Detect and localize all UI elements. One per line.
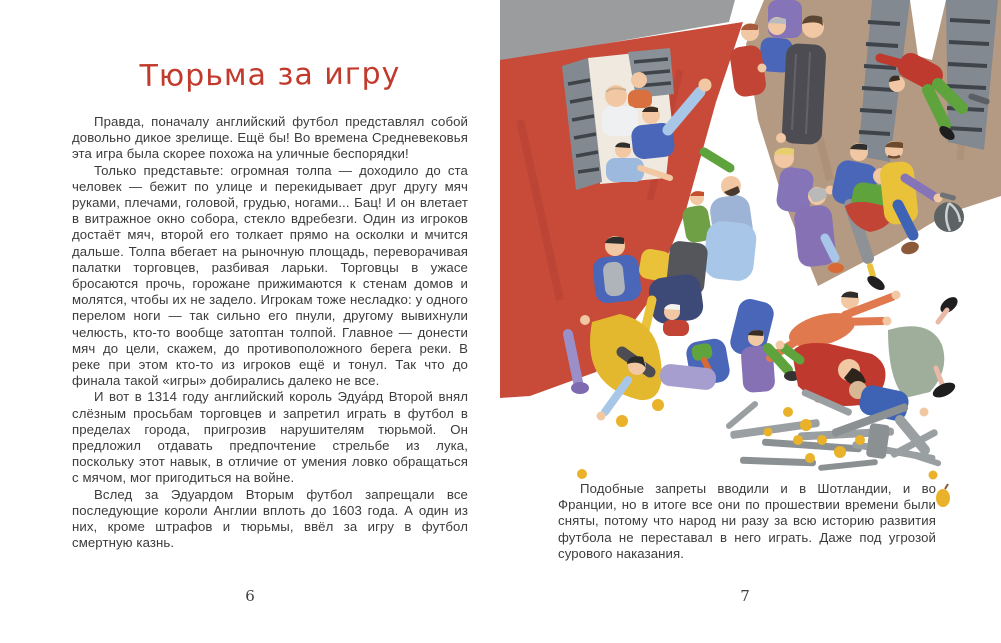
- crowd-middle-group: [681, 141, 956, 293]
- gray-roof: [500, 0, 735, 62]
- body-text-column: [72, 114, 468, 551]
- tan-building-wall: [746, 0, 1001, 286]
- page-number-right: 7: [740, 587, 750, 605]
- paragraph: Подобные запреты вводили и в Шотландии, и во Франции, но в итоге все они по прошествии времени были сняты, потому что народ ни разу за всю историю развития футбола не переставал в него играть. Даже под угрозой сурового наказания.: [558, 481, 936, 561]
- broken-planks: [725, 388, 942, 471]
- chapter-title: Тюрьма за игру: [139, 56, 401, 94]
- football-ball: [934, 202, 964, 232]
- paragraph: Правда, поначалу английский футбол представлял собой довольно дикое зрелище. Ещё бы! Во времена Средневековья эта игра была скорее похожа на уличные беспорядки!: [72, 114, 468, 162]
- shuttered-window-right-a: [858, 0, 910, 162]
- crowd-top-group: [729, 0, 827, 145]
- window-white-gap: [910, 0, 946, 60]
- page-right: [500, 0, 1001, 643]
- window-red-wall-onlookers: [562, 48, 712, 190]
- shuttered-window-right-b: [946, 0, 998, 150]
- page-left: [0, 0, 500, 643]
- paragraph: И вот в 1314 году английский король Эдуа́рд Второй внял слёзным просьбам торговцев и запретил играть в футбол в пределах города, пригрозив нарушителям тюрьмой. Он предложил отдавать предпочтение стрельбе из лука, поскольку этот навык, в отличие от умения ловко обращаться с мячом, мог пригодиться на войне.: [72, 389, 468, 486]
- red-building-wall: [500, 22, 743, 398]
- paragraph: Только представьте: огромная толпа — доходило до ста человек — бежит по улице и перекидывает друг другу мяч руками, плечами, головой, грудью, ногами... Бац! И он влетает в витражное окно собора, стекло вдребезги. Один из игроков достаёт мяч, второй его толкает прямо на осколки и мчится дальше. Толпа вбегает на рыночную площадь, переворачивая палатки торговцев, разбивая ларьки. Торговцы в ужасе бросаются прочь, горожане прижимаются к стенам домов и молятся, чтобы их не задело. Игрокам тоже несладко: у одного перелом ноги — так сильно его пнули, другому вывихнули челюсть, кто-то вообще затоптан толпой. Главное — донести мяч до цели, скажем, до противоположного берега реки. В реке при этом кто-то из игроков ещё и тонул. Так что до финала такой «игры» добирались далеко не все.: [72, 162, 468, 389]
- page-number-left: 6: [245, 587, 255, 605]
- falling-man-red-green: [880, 49, 990, 143]
- pear-icon: [936, 484, 950, 507]
- illustration-medieval-football-riot: [500, 0, 1001, 525]
- paragraph: Вслед за Эдуардом Вторым футбол запрещали все последующие короли Англии вплоть до 1603 года. А один из них, кроме штрафов и тюрьмы, ввёл за игру в футбол смертную казнь.: [72, 486, 468, 551]
- crowd-lower-right-group: [768, 291, 961, 451]
- crowd-lower-left-group: [568, 236, 776, 421]
